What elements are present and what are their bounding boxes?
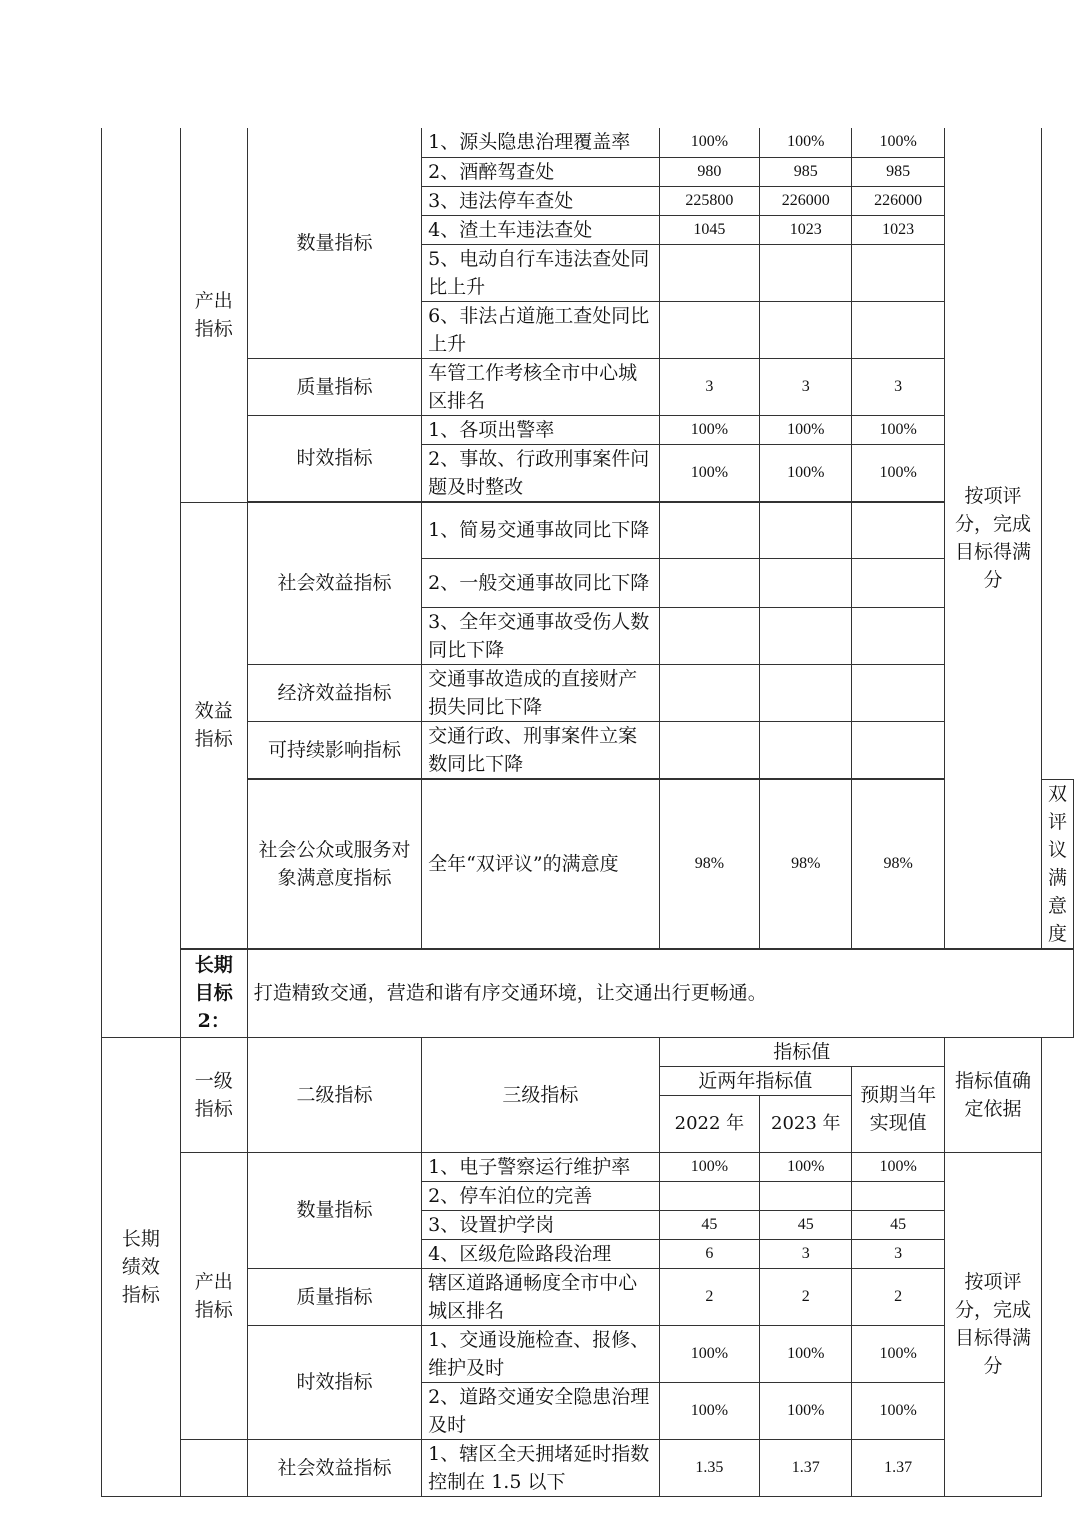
value-2023 <box>760 721 852 778</box>
value-expected <box>852 664 945 721</box>
scoring-basis-2: 按项评分，完成目标得满分 <box>945 1152 1042 1496</box>
value-2022 <box>659 558 760 607</box>
social-benefit-label: 社会效益指标 <box>247 502 421 664</box>
indicator-name: 辖区道路通畅度全市中心城区排名 <box>422 1268 659 1325</box>
value-2023: 98% <box>760 779 852 948</box>
indicator-name: 1、简易交通事故同比下降 <box>422 502 659 558</box>
value-expected: 985 <box>852 157 945 186</box>
value-expected: 100% <box>852 128 945 157</box>
value-2022: 45 <box>659 1210 760 1239</box>
indicator-name: 6、非法占道施工查处同比上升 <box>422 301 659 358</box>
indicator-name: 2、停车泊位的完善 <box>422 1181 659 1210</box>
value-2023: 100% <box>760 415 852 444</box>
value-expected: 2 <box>852 1268 945 1325</box>
value-expected: 226000 <box>852 186 945 215</box>
value-2023: 1.37 <box>760 1439 852 1496</box>
value-expected <box>852 607 945 664</box>
value-2022: 1.35 <box>659 1439 760 1496</box>
output-indicator-label: 产出 指标 <box>180 128 247 502</box>
col1-continuation <box>102 128 181 1037</box>
value-expected <box>852 244 945 301</box>
value-2022: 6 <box>659 1239 760 1268</box>
indicator-name: 4、区级危险路段治理 <box>422 1239 659 1268</box>
value-2023: 1023 <box>760 215 852 244</box>
quantity-indicator-label-2: 数量指标 <box>247 1152 421 1268</box>
indicator-name: 全年“双评议”的满意度 <box>422 779 659 948</box>
value-2023: 100% <box>760 128 852 157</box>
value-2022 <box>659 244 760 301</box>
header-basis: 指标值确定依据 <box>945 1037 1042 1152</box>
value-2023 <box>760 502 852 558</box>
sustainability-label: 可持续影响指标 <box>247 721 421 778</box>
performance-table <box>101 128 1074 1497</box>
indicator-name: 1、交通设施检查、报修、维护及时 <box>422 1325 659 1382</box>
header-recent: 近两年指标值 <box>659 1066 852 1095</box>
indicator-name: 2、酒醉驾查处 <box>422 157 659 186</box>
indicator-name: 1、源头隐患治理覆盖率 <box>422 128 659 157</box>
value-2023: 3 <box>760 1239 852 1268</box>
indicator-name: 3、违法停车查处 <box>422 186 659 215</box>
value-2022: 1045 <box>659 215 760 244</box>
header-year-2023: 2023 年 <box>760 1095 852 1152</box>
value-expected: 98% <box>852 779 945 948</box>
value-2022: 3 <box>659 358 760 415</box>
value-2022: 2 <box>659 1268 760 1325</box>
value-expected: 100% <box>852 1325 945 1382</box>
indicator-name: 3、设置护学岗 <box>422 1210 659 1239</box>
value-2023 <box>760 607 852 664</box>
value-expected: 1023 <box>852 215 945 244</box>
value-expected: 100% <box>852 444 945 501</box>
value-2022: 100% <box>659 128 760 157</box>
value-2022: 980 <box>659 157 760 186</box>
value-2022: 98% <box>659 779 760 948</box>
satisfaction-label: 社会公众或服务对象满意度指标 <box>247 779 421 948</box>
benefit-indicator-label-2 <box>180 1439 247 1496</box>
header-level3: 三级指标 <box>422 1037 659 1152</box>
value-expected: 100% <box>852 1382 945 1439</box>
header-year-2022: 2022 年 <box>659 1095 760 1152</box>
value-2022 <box>659 502 760 558</box>
timeliness-indicator-label: 时效指标 <box>247 415 421 501</box>
value-expected: 3 <box>852 1239 945 1268</box>
value-expected <box>852 558 945 607</box>
indicator-name: 4、渣土车违法查处 <box>422 215 659 244</box>
value-2023: 100% <box>760 1325 852 1382</box>
economic-benefit-label: 经济效益指标 <box>247 664 421 721</box>
header-expected: 预期当年实现值 <box>852 1066 945 1152</box>
benefit-indicator-label: 效益 指标 <box>180 502 247 948</box>
indicator-name: 车管工作考核全市中心城区排名 <box>422 358 659 415</box>
value-2023: 100% <box>760 1382 852 1439</box>
value-expected: 100% <box>852 415 945 444</box>
value-2022 <box>659 721 760 778</box>
value-expected <box>852 502 945 558</box>
quality-indicator-label: 质量指标 <box>247 358 421 415</box>
value-expected: 1.37 <box>852 1439 945 1496</box>
indicator-name: 5、电动自行车违法查处同比上升 <box>422 244 659 301</box>
value-2022 <box>659 664 760 721</box>
value-expected <box>852 301 945 358</box>
value-2022: 100% <box>659 1325 760 1382</box>
value-2023 <box>760 1181 852 1210</box>
value-2022: 100% <box>659 1382 760 1439</box>
indicator-name: 3、全年交通事故受伤人数同比下降 <box>422 607 659 664</box>
value-2023: 226000 <box>760 186 852 215</box>
value-2023: 2 <box>760 1268 852 1325</box>
value-2023: 45 <box>760 1210 852 1239</box>
indicator-name: 交通行政、刑事案件立案数同比下降 <box>422 721 659 778</box>
indicator-name: 2、事故、行政刑事案件问题及时整改 <box>422 444 659 501</box>
value-expected: 3 <box>852 358 945 415</box>
value-2023: 3 <box>760 358 852 415</box>
satisfaction-basis: 双评议满意度 <box>1041 779 1073 948</box>
header-level2: 二级指标 <box>247 1037 421 1152</box>
value-2023: 985 <box>760 157 852 186</box>
value-2023: 100% <box>760 444 852 501</box>
value-expected: 45 <box>852 1210 945 1239</box>
value-2022: 100% <box>659 1152 760 1181</box>
long-term-performance-label: 长期 绩效 指标 <box>102 1037 181 1496</box>
value-2023: 100% <box>760 1152 852 1181</box>
value-expected <box>852 721 945 778</box>
value-expected: 100% <box>852 1152 945 1181</box>
value-2022: 225800 <box>659 186 760 215</box>
indicator-name: 交通事故造成的直接财产损失同比下降 <box>422 664 659 721</box>
social-benefit-label-2: 社会效益指标 <box>247 1439 421 1496</box>
scoring-basis: 按项评分，完成目标得满分 <box>945 128 1042 949</box>
value-2022 <box>659 1181 760 1210</box>
goal2-label: 长期目标 2： <box>180 949 247 1037</box>
value-2022 <box>659 301 760 358</box>
indicator-name: 1、辖区全天拥堵延时指数控制在 1.5 以下 <box>422 1439 659 1496</box>
value-2022: 100% <box>659 415 760 444</box>
value-2023 <box>760 558 852 607</box>
value-2022 <box>659 607 760 664</box>
header-level1: 一级 指标 <box>180 1037 247 1152</box>
indicator-name: 2、道路交通安全隐患治理及时 <box>422 1382 659 1439</box>
value-2023 <box>760 301 852 358</box>
output-indicator-label-2: 产出 指标 <box>180 1152 247 1439</box>
indicator-name: 2、一般交通事故同比下降 <box>422 558 659 607</box>
quality-indicator-label-2: 质量指标 <box>247 1268 421 1325</box>
value-2023 <box>760 664 852 721</box>
value-2022: 100% <box>659 444 760 501</box>
indicator-name: 1、各项出警率 <box>422 415 659 444</box>
value-2023 <box>760 244 852 301</box>
value-expected <box>852 1181 945 1210</box>
timeliness-indicator-label-2: 时效指标 <box>247 1325 421 1439</box>
quantity-indicator-label: 数量指标 <box>247 128 421 358</box>
goal2-text: 打造精致交通，营造和谐有序交通环境，让交通出行更畅通。 <box>247 949 1073 1037</box>
indicator-name: 1、电子警察运行维护率 <box>422 1152 659 1181</box>
header-value: 指标值 <box>659 1037 945 1066</box>
